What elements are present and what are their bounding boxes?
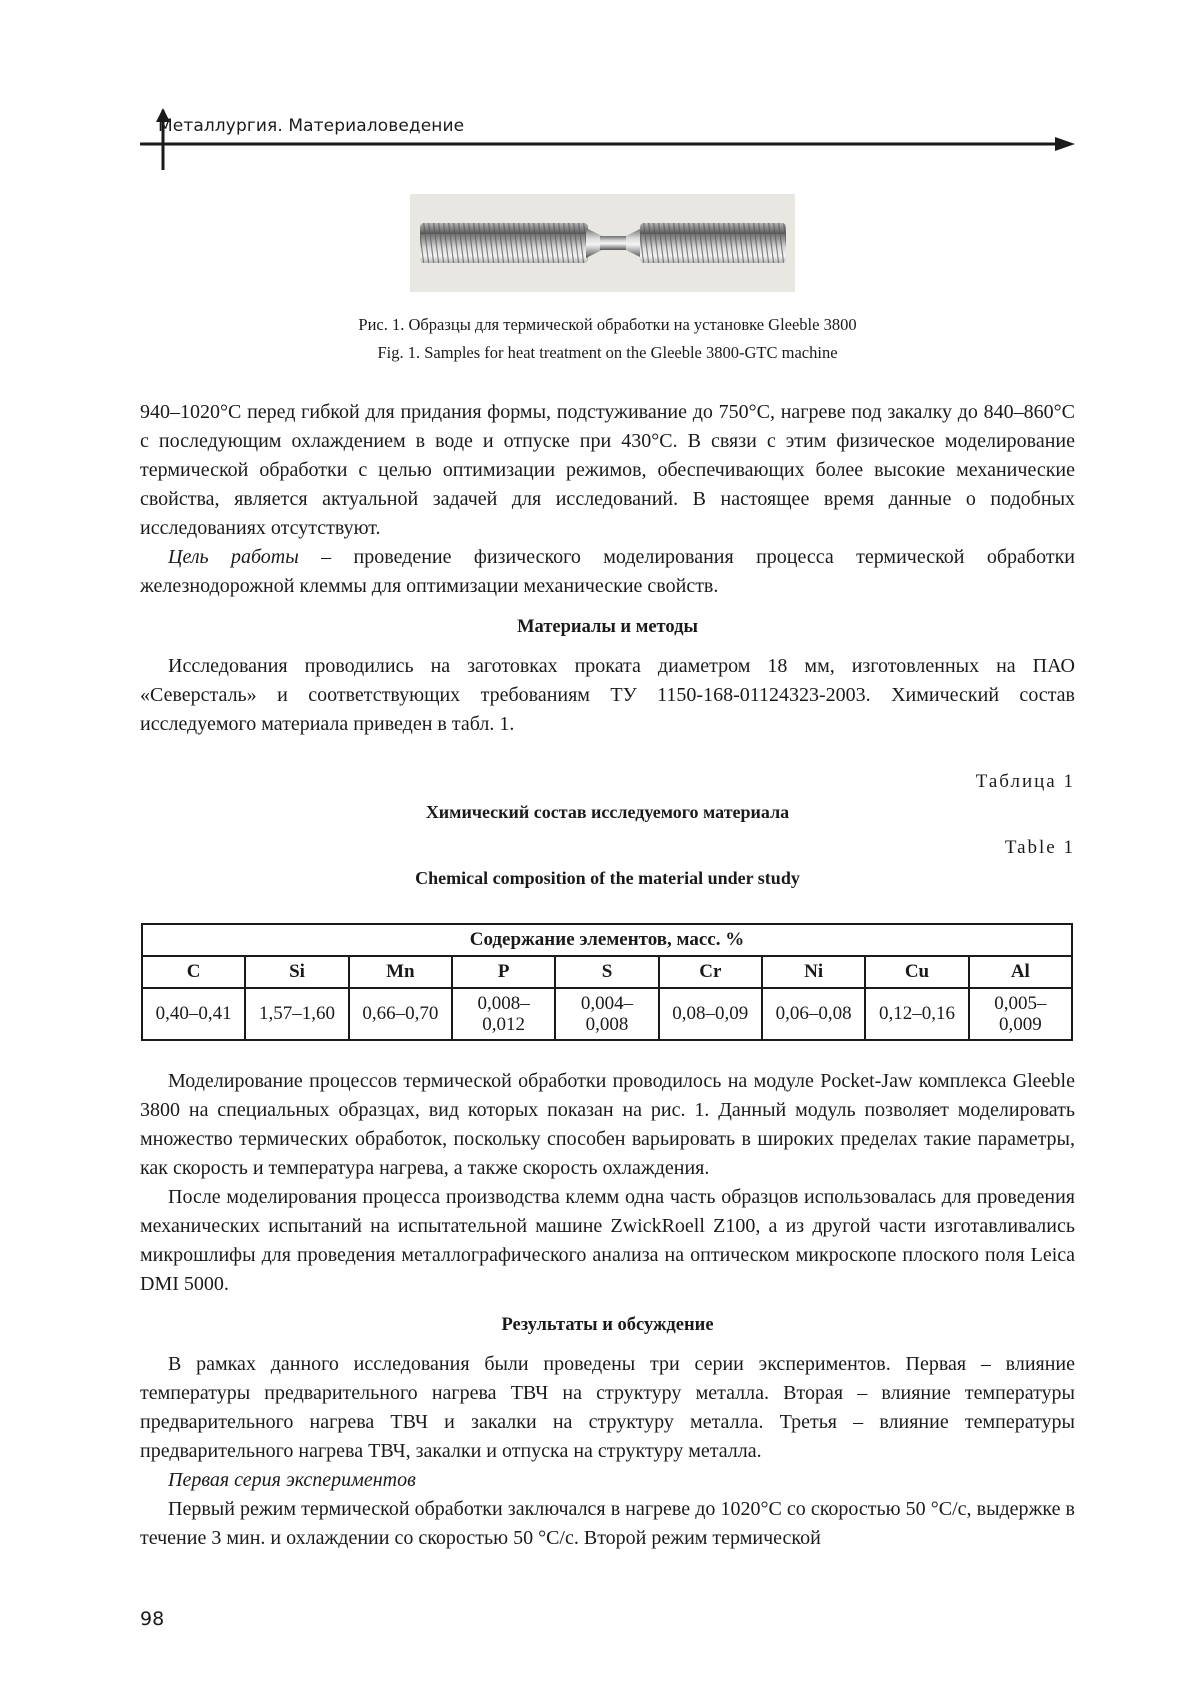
table-cell: 0,005– 0,009 bbox=[969, 988, 1072, 1040]
paragraph: Исследования проводились на заготовках проката диаметром 18 мм, изготовленных на ПАО «Северсталь» и соответствующих требованиям ТУ 1150-168-01124323-2003. Химический состав исследуемого материала приведен в табл. 1. bbox=[140, 655, 1075, 735]
table-cell: 0,06–0,08 bbox=[762, 988, 865, 1040]
table-title-ru: Химический состав исследуемого материала bbox=[425, 802, 790, 822]
table-row bbox=[142, 988, 1072, 1040]
table-cell: 0,12–0,16 bbox=[865, 988, 968, 1040]
column-header: Cr bbox=[659, 956, 762, 988]
column-header: Si bbox=[245, 956, 348, 988]
page-number: 98 bbox=[140, 1608, 165, 1630]
paragraph: 940–1020°С перед гибкой для придания формы, подстуживание до 750°С, нагреве под закалку до 840–860°С с последующим охлаждением в воде и отпуске при 430°С. В связи с этим физическое моделирование термической обработки с целью оптимизации режимов, обеспечивающих более высокие механические свойства, является актуальной задачей для исследований. В настоящее время данные о подобных исследованиях отсутствуют. bbox=[140, 401, 1075, 539]
threaded-sample-image bbox=[410, 194, 795, 292]
table-label-en: Table 1 bbox=[1004, 837, 1075, 858]
table-cell: 0,008– 0,012 bbox=[452, 988, 555, 1040]
figure-sample-photo bbox=[410, 194, 795, 292]
table-cell: 0,40–0,41 bbox=[142, 988, 245, 1040]
table-group-header: Содержание элементов, масс. % bbox=[142, 924, 1072, 956]
composition-table bbox=[141, 923, 1073, 1041]
table-title-en: Chemical composition of the material under study bbox=[415, 868, 800, 888]
table-cell: 0,08–0,09 bbox=[659, 988, 762, 1040]
running-header: Металлургия. Материаловедение bbox=[158, 116, 465, 136]
paragraph: Моделирование процессов термической обработки проводилось на модуле Pocket-Jaw комплекса Gleeble 3800 на специальных образцах, вид которых показан на рис. 1. Данный модуль позволяет моделировать множество термических обработок, поскольку способен варьировать в широких пределах такие параметры, как скорость и температура нагрева, а также скорость охлаждения. bbox=[140, 1070, 1075, 1179]
paragraph: После моделирования процесса производства клемм одна часть образцов использовалась для проведения механических испытаний на испытательной машине ZwickRoell Z100, а из другой части изготавливались микрошлифы для проведения металлографического анализа на оптическом микроскопе плоского поля Leica DMI 5000. bbox=[140, 1186, 1075, 1295]
table-label-ru: Таблица 1 bbox=[975, 771, 1075, 792]
section-heading-results: Результаты и обсуждение bbox=[501, 1315, 714, 1335]
column-header: S bbox=[555, 956, 658, 988]
column-header: Cu bbox=[865, 956, 968, 988]
table-cell: 0,004– 0,008 bbox=[555, 988, 658, 1040]
figure-caption-en: Fig. 1. Samples for heat treatment on the Gleeble 3800-GTC machine bbox=[377, 343, 838, 362]
section-heading-methods: Материалы и методы bbox=[517, 617, 698, 637]
paragraph-goal bbox=[140, 543, 1075, 601]
column-header: Mn bbox=[349, 956, 452, 988]
subsection-heading: Первая серия экспериментов bbox=[168, 1469, 416, 1491]
paragraph: Первый режим термической обработки заключался в нагреве до 1020°С со скоростью 50 °С/с, выдержке в течение 3 мин. и охлаждении со скоростью 50 °С/с. Второй режим термической bbox=[140, 1498, 1075, 1549]
goal-text: – проведение физического моделирования процесса термической обработки железнодорожной клеммы для оптимизации механические свойств. bbox=[140, 546, 1075, 597]
column-header: C bbox=[142, 956, 245, 988]
figure-caption-ru: Рис. 1. Образцы для термической обработки на установке Gleeble 3800 bbox=[358, 315, 857, 334]
goal-label: Цель работы bbox=[168, 546, 299, 568]
article-body bbox=[140, 398, 1075, 1553]
paragraph: В рамках данного исследования были проведены три серии экспериментов. Первая – влияние температуры предварительного нагрева ТВЧ на структуру металла. Вторая – влияние температуры предварительного нагрева ТВЧ и закалки на структуру металла. Третья – влияние температуры предварительного нагрева ТВЧ, закалки и отпуска на структуру металла. bbox=[140, 1353, 1075, 1462]
column-header: Ni bbox=[762, 956, 865, 988]
column-header: Al bbox=[969, 956, 1072, 988]
column-header: P bbox=[452, 956, 555, 988]
table-cell: 1,57–1,60 bbox=[245, 988, 348, 1040]
table-cell: 0,66–0,70 bbox=[349, 988, 452, 1040]
